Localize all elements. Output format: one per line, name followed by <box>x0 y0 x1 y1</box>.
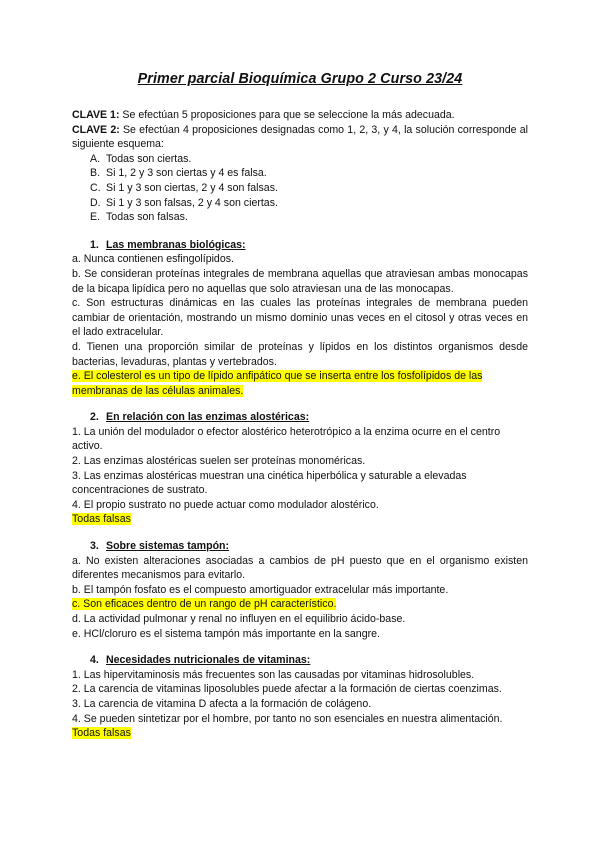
highlighted-answer: e. El colesterol es un tipo de lípido anfipático que se inserta entre los fosfolípidos de las membranas de las células animales. <box>72 370 483 397</box>
question-4-item: 2. La carencia de vitaminas liposolubles puede afectar a la formación de ciertas coenzimas. <box>72 683 502 696</box>
option-letter: E. <box>90 211 101 224</box>
option-item <box>90 210 528 225</box>
clave2-line <box>72 123 528 152</box>
question-text: Necesidades nutricionales de vitaminas: <box>106 654 311 667</box>
clave2-label: CLAVE 2: <box>72 123 120 136</box>
clave2-text: Se efectúan 4 proposiciones designadas como 1, 2, 3, y 4, la solución corresponde al siguiente esquema: <box>72 123 528 151</box>
question-text: Las membranas biológicas: <box>106 238 246 251</box>
option-letter: D. <box>90 196 101 209</box>
question-number: 2. <box>90 411 99 424</box>
question-1-item: b. Se consideran proteínas integrales de membrana aquellas que atraviesan ambas monocapas de la bicapa lipídica pero no aquellas que solo atraviesan una de las monocapas. <box>72 267 528 295</box>
option-text: Si 1, 2 y 3 son ciertas y 4 es falsa. <box>106 167 267 180</box>
highlighted-answer: Todas falsas <box>72 513 131 526</box>
option-item <box>90 181 528 196</box>
option-text: Todas son ciertas. <box>106 152 192 165</box>
question-2-item: 2. Las enzimas alostéricas suelen ser proteínas monoméricas. <box>72 455 366 468</box>
question-1-item: d. Tienen una proporción similar de proteínas y lípidos en los distintos organismos desde bacterias, levaduras, plantas y vertebrados. <box>72 340 528 368</box>
highlighted-answer: c. Son eficaces dentro de un rango de pH característico. <box>72 598 337 611</box>
question-1-item: a. Nunca contienen esfingolípidos. <box>72 253 234 266</box>
question-text: En relación con las enzimas alostéricas: <box>106 411 310 424</box>
question-3-item: a. No existen alteraciones asociadas a cambios de pH puesto que en el organismo existen diferentes mecanismos para evitarlo. <box>72 554 528 582</box>
question-4-item: 1. Las hipervitaminosis más frecuentes son las causadas por vitaminas hidrosolubles. <box>72 668 475 681</box>
question-1-answer <box>72 369 528 398</box>
option-letter: B. <box>90 167 101 180</box>
option-letter: C. <box>90 181 101 194</box>
question-3-answer <box>72 597 528 612</box>
option-text: Si 1 y 3 son falsas, 2 y 4 son ciertas. <box>106 196 278 209</box>
question-number: 1. <box>90 238 99 251</box>
option-item <box>90 196 528 211</box>
question-3-title <box>72 539 528 554</box>
clave1-text: Se efectúan 5 proposiciones para que se seleccione la más adecuada. <box>119 109 455 121</box>
question-3-item: e. HCl/cloruro es el sistema tampón más importante en la sangre. <box>72 627 380 640</box>
question-2-item: 4. El propio sustrato no puede actuar como modulador alostérico. <box>72 498 379 511</box>
question-4-item: 3. La carencia de vitamina D afecta a la formación de colágeno. <box>72 697 372 710</box>
question-3-item: b. El tampón fosfato es el compuesto amortiguador extracelular más importante. <box>72 583 449 596</box>
question-1-title <box>72 238 528 253</box>
clave2-options <box>72 152 528 225</box>
question-2-item: 3. Las enzimas alostéricas muestran una cinética hiperbólica y saturable a elevadas concentraciones de sustrato. <box>72 469 467 497</box>
option-letter: A. <box>90 152 101 165</box>
option-text: Todas son falsas. <box>106 211 188 224</box>
question-3-item: d. La actividad pulmonar y renal no influyen en el equilibrio ácido-base. <box>72 613 406 625</box>
highlighted-answer: Todas falsas <box>72 727 131 740</box>
option-text: Si 1 y 3 son ciertas, 2 y 4 son falsas. <box>106 181 278 194</box>
question-1-item: c. Son estructuras dinámicas en las cuales las proteínas integrales de membrana pueden cambiar de orientación, mostrando un mismo dominio unas veces en el citosol y otras veces en el lado extracelular. <box>72 297 528 339</box>
clave1-label: CLAVE 1: <box>72 109 120 121</box>
option-item <box>90 152 528 167</box>
question-2-answer <box>72 512 528 527</box>
question-4-answer <box>72 726 528 741</box>
option-item <box>90 166 528 181</box>
question-number: 4. <box>90 654 99 667</box>
question-2-item: 1. La unión del modulador o efector alostérico heterotrópico a la enzima ocurre en el centro activo. <box>72 425 501 453</box>
question-number: 3. <box>90 540 99 553</box>
question-text: Sobre sistemas tampón: <box>106 540 230 553</box>
document-body <box>72 108 528 741</box>
question-4-title <box>72 653 528 668</box>
question-4-item: 4. Se pueden sintetizar por el hombre, por tanto no son esenciales en nuestra alimentación. <box>72 712 503 725</box>
question-2-title <box>72 410 528 425</box>
clave1-line <box>72 108 528 123</box>
document-title: Primer parcial Bioquímica Grupo 2 Curso 23/24 <box>137 71 463 87</box>
